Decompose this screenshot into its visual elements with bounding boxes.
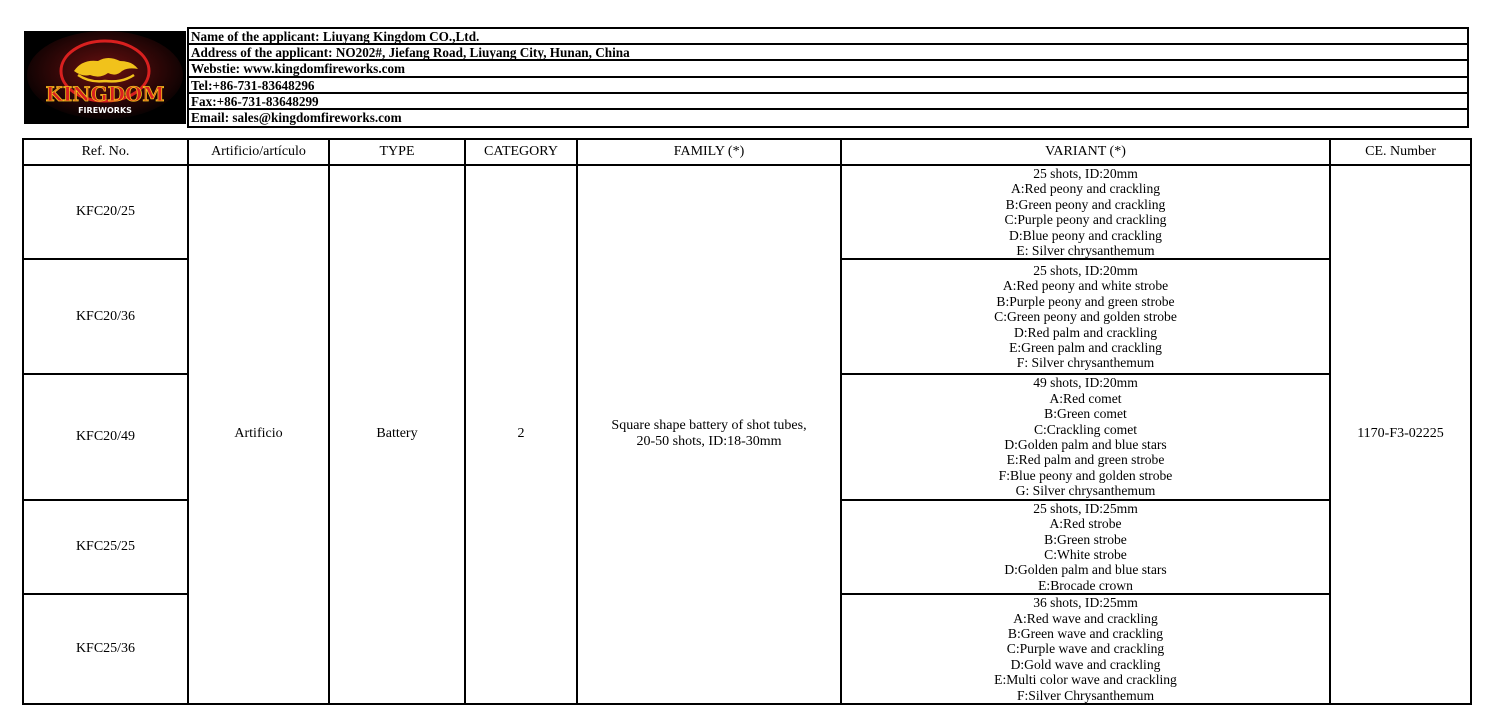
svg-text:KINGDOM: KINGDOM [45, 82, 165, 106]
variant-line: 36 shots, ID:25mm [1033, 595, 1138, 611]
variant-cell [841, 500, 1330, 594]
variant-line: 25 shots, ID:20mm [1033, 166, 1138, 181]
variant-cell [841, 594, 1330, 704]
applicant-name: Name of the applicant: Liuyang Kingdom CO.,Ltd. [189, 29, 1467, 45]
variant-line: A:Red peony and crackling [1010, 181, 1161, 197]
ref-no-cell: KFC20/25 [23, 165, 188, 259]
applicant-fax: Fax:+86-731-83648299 [189, 94, 1467, 110]
variant-line: 25 shots, ID:25mm [1033, 500, 1138, 516]
variant-cell [841, 259, 1330, 374]
family-line-1: Square shape battery of shot tubes, [611, 418, 807, 434]
type-cell: Battery [329, 165, 465, 704]
header-category: CATEGORY [465, 139, 577, 165]
variant-line: A:Red peony and white strobe [1002, 278, 1169, 294]
ref-no-cell: KFC25/25 [23, 500, 188, 594]
variant-line: B:Green wave and crackling [1007, 625, 1164, 641]
variant-line: A:Red comet [1049, 390, 1122, 406]
logo-emblem-icon [24, 31, 186, 124]
variant-line: B:Purple peony and green strobe [996, 293, 1175, 309]
family-cell [577, 165, 841, 704]
family-line-2: 20-50 shots, ID:18-30mm [636, 434, 782, 450]
variant-line: C:White strobe [1044, 546, 1127, 562]
ref-no-cell: KFC20/49 [23, 374, 188, 499]
variant-line: F: Silver chrysanthemum [1016, 355, 1155, 371]
header-ce-number: CE. Number [1330, 139, 1471, 165]
variant-line: C:Green peony and golden strobe [994, 309, 1177, 325]
svg-text:FIREWORKS: FIREWORKS [78, 106, 132, 115]
variant-line: B:Green strobe [1044, 531, 1127, 547]
variant-line: C:Crackling comet [1033, 421, 1138, 437]
variant-line: E:Brocade crown [1038, 577, 1133, 593]
header-artificio: Artificio/artículo [188, 139, 329, 165]
variant-line: D:Gold wave and crackling [1010, 656, 1161, 672]
variant-line: F:Blue peony and golden strobe [998, 467, 1173, 483]
ce-number-cell: 1170-F3-02225 [1330, 165, 1471, 704]
applicant-info-box [187, 27, 1469, 128]
applicant-address: Address of the applicant: NO202#, Jiefang Road, Liuyang City, Hunan, China [189, 45, 1467, 61]
category-cell: 2 [465, 165, 577, 704]
variant-line: G: Silver chrysanthemum [1015, 483, 1156, 499]
variant-line: C:Purple wave and crackling [1006, 641, 1165, 657]
variant-line: A:Red wave and crackling [1013, 610, 1158, 626]
applicant-tel: Tel:+86-731-83648296 [189, 78, 1467, 94]
variant-line: B:Green comet [1044, 406, 1127, 422]
variant-line: E:Green palm and crackling [1009, 340, 1162, 356]
variant-line: D:Red palm and crackling [1013, 324, 1158, 340]
variant-line: C:Purple peony and crackling [1004, 212, 1167, 228]
variant-line: F:Silver Chrysanthemum [1016, 687, 1155, 703]
header-family: FAMILY (*) [577, 139, 841, 165]
product-table [22, 138, 1472, 705]
table-header-row [23, 139, 1471, 165]
kingdom-fireworks-logo [24, 31, 186, 124]
header-type: TYPE [329, 139, 465, 165]
variant-line: E: Silver chrysanthemum [1016, 243, 1155, 259]
artificio-cell: Artificio [188, 165, 329, 704]
table-row [23, 165, 1471, 259]
variant-cell [841, 374, 1330, 499]
ref-no-cell: KFC20/36 [23, 259, 188, 374]
variant-line: A:Red strobe [1049, 516, 1122, 532]
variant-cell [841, 165, 1330, 259]
variant-line: D:Blue peony and crackling [1009, 227, 1162, 243]
variant-line: 49 shots, ID:20mm [1033, 375, 1138, 391]
variant-line: D:Golden palm and blue stars [1004, 437, 1167, 453]
variant-line: D:Golden palm and blue stars [1004, 562, 1167, 578]
applicant-email: Email: sales@kingdomfireworks.com [191, 109, 402, 125]
variant-line: B:Green peony and crackling [1005, 196, 1166, 212]
header-ref-no: Ref. No. [23, 139, 188, 165]
variant-line: E:Red palm and green strobe [1006, 452, 1165, 468]
variant-line: E:Multi color wave and crackling [994, 672, 1177, 688]
variant-line: 25 shots, ID:20mm [1033, 263, 1138, 279]
applicant-website: Webstie: www.kingdomfireworks.com [189, 61, 1467, 77]
header-variant: VARIANT (*) [841, 139, 1330, 165]
ref-no-cell: KFC25/36 [23, 594, 188, 704]
